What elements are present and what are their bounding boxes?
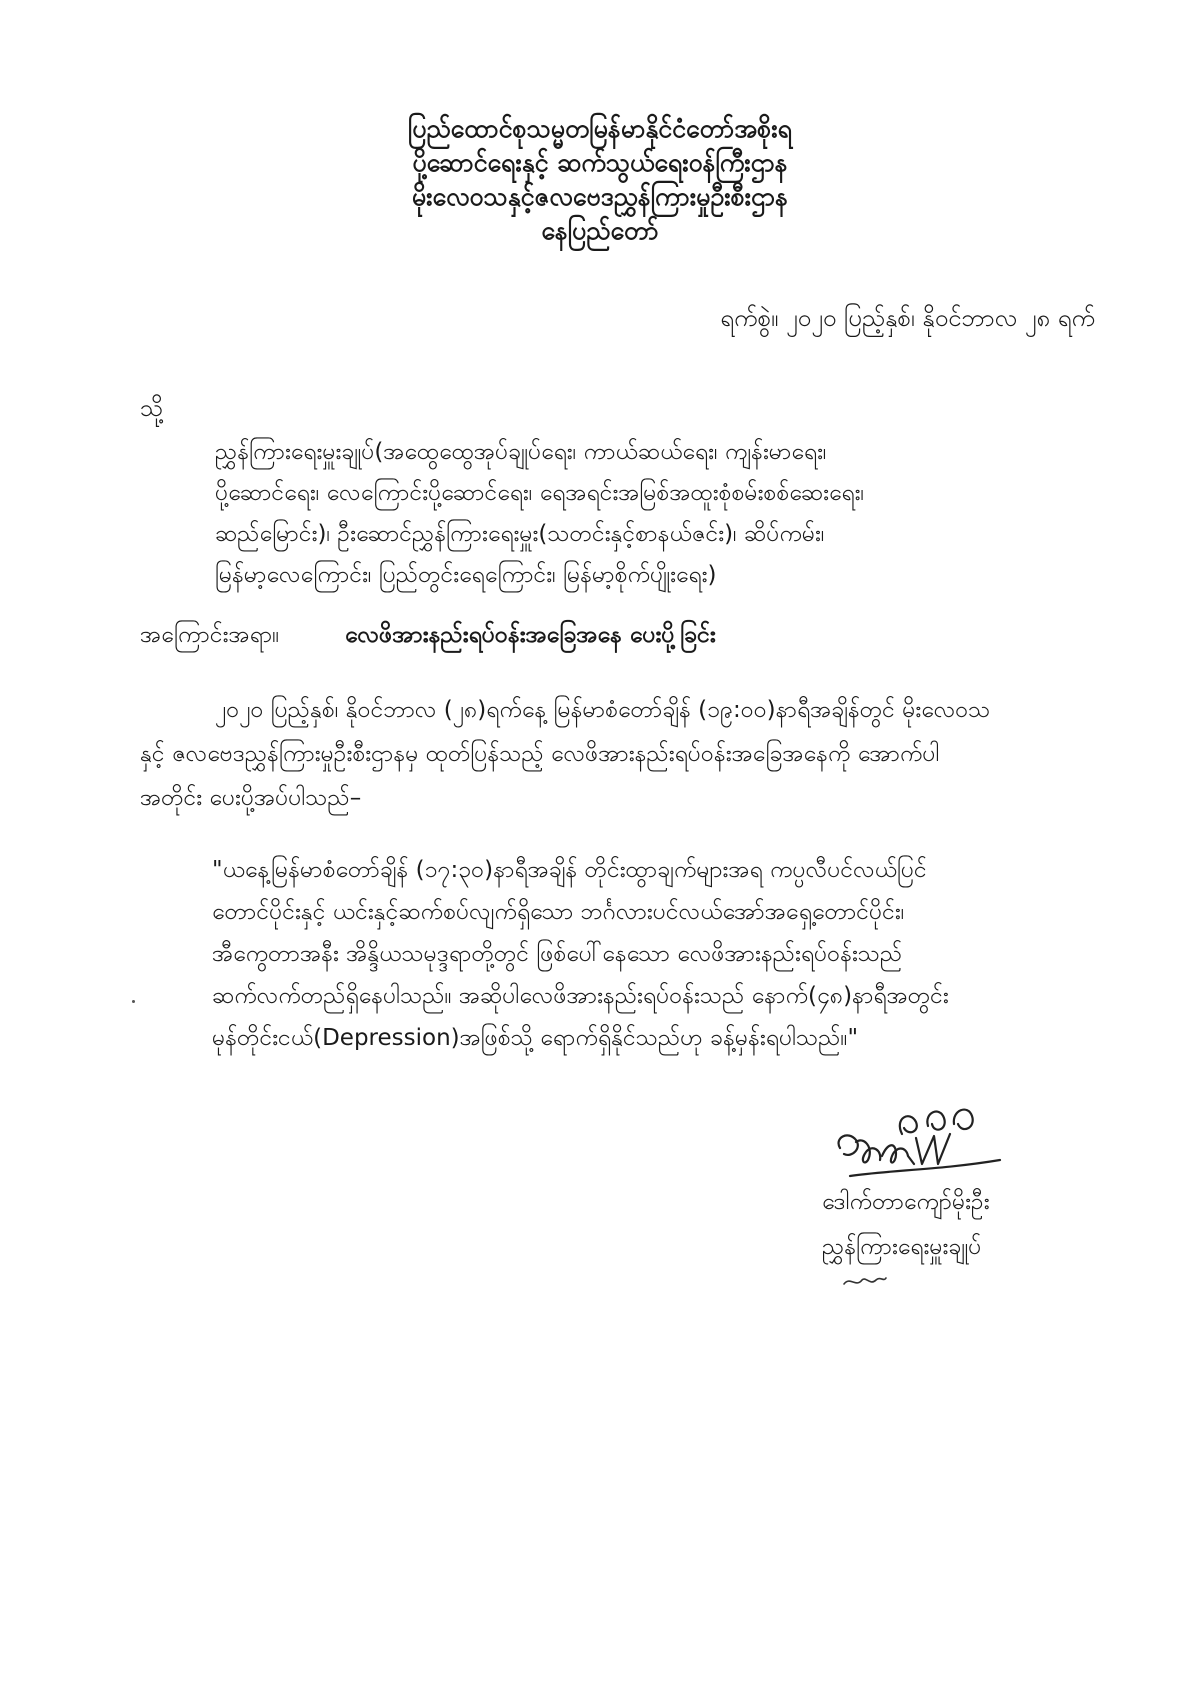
quote-line: ဆက်လက်တည်ရှိနေပါသည်။ အဆိုပါလေဖိအားနည်းရပ်ဝန်းသည် နောက်(၄၈)နာရီအတွင်း — [212, 983, 949, 1009]
signer-block — [822, 1180, 990, 1270]
body-line: အတိုင်း ပေးပို့အပ်ပါသည်– — [140, 785, 362, 811]
quote-line: တောင်ပိုင်းနှင့် ယင်းနှင့်ဆက်စပ်လျက်ရှိသော ဘင်္ဂလားပင်လယ်အော်အရှေ့တောင်ပိုင်း၊ — [212, 899, 905, 925]
recipient-line: ဆည်မြောင်း)၊ ဦးဆောင်ညွှန်ကြားရေးမှူး(သတင်းနှင့်စာနယ်ဇင်း)၊ ဆိပ်ကမ်း၊ — [215, 521, 825, 547]
subject-label: အကြောင်းအရာ။ — [140, 622, 280, 648]
quote-line: "ယနေ့မြန်မာစံတော်ချိန် (၁၇:၃၀)နာရီအချိန် တိုင်းထွာချက်များအရ ကပ္ပလီပင်လယ်ပြင် — [212, 857, 927, 883]
body-line: ၂၀၂၀ ပြည့်နှစ်၊ နိုဝင်ဘာလ (၂၈)ရက်နေ့ မြန်မာစံတော်ချိန် (၁၉:၀၀)နာရီအချိန်တွင် မိုးလေဝသ — [215, 697, 991, 723]
letterhead-ministry: ပို့ဆောင်ရေးနှင့် ဆက်သွယ်ရေးဝန်ကြီးဌာန — [412, 148, 788, 177]
letter-date: ရက်စွဲ။ ၂၀၂၀ ပြည့်နှစ်၊ နိုဝင်ဘာလ ၂၈ ရက် — [720, 304, 1095, 332]
forecast-quote — [212, 849, 1092, 1059]
recipient-line: ညွှန်ကြားရေးမှူးချုပ်(အထွေထွေအုပ်ချုပ်ရေး၊ ကာယ်ဆယ်ရေး၊ ကျန်းမာရေး၊ — [215, 439, 827, 465]
recipient-line: မြန်မာ့လေကြောင်း၊ ပြည်တွင်းရေကြောင်း၊ မြန်မာ့စိုက်ပျိုးရေး) — [215, 562, 717, 588]
letterhead-department: မိုးလေဝသနှင့်ဇလဗေဒညွှန်ကြားမှုဦးစီးဌာန — [411, 182, 789, 211]
subject-row — [140, 620, 716, 654]
quote-line: အီကွေတာအနီး အိန္ဒိယသမုဒ္ဒရာတို့တွင် ဖြစ်ပေါ်နေသော လေဖိအားနည်းရပ်ဝန်းသည် — [212, 941, 903, 967]
quote-line: မုန်တိုင်းငယ်(Depression)အဖြစ်သို့ ရောက်ရှိနိုင်သည်ဟု ခန့်မှန်းရပါသည်။" — [212, 1025, 859, 1051]
letterhead-city: နေပြည်တော် — [541, 216, 659, 245]
scan-dot — [132, 1000, 135, 1003]
signer-title: ညွှန်ကြားရေးမှူးချုပ် — [822, 1234, 982, 1260]
letterhead — [300, 112, 900, 248]
letterhead-government: ပြည်ထောင်စုသမ္မတမြန်မာနိုင်ငံတော်အစိုးရ — [408, 114, 792, 143]
handwritten-signature — [830, 1090, 1020, 1190]
subject-text: လေဖိအားနည်းရပ်ဝန်းအခြေအနေ ပေးပို့ခြင်း — [345, 622, 716, 648]
recipient-line: ပို့ဆောင်ရေး၊ လေကြောင်းပို့ဆောင်ရေး၊ ရေအရင်းအမြစ်အထူးစုံစမ်းစစ်ဆေးရေး၊ — [215, 480, 865, 506]
body-line: နှင့် ဇလဗေဒညွှန်ကြားမှုဦးစီးဌာနမှ ထုတ်ပြန်သည့် လေဖိအားနည်းရပ်ဝန်းအခြေအနေကို အောက်ပါ — [140, 741, 940, 767]
recipient-list — [215, 432, 1095, 596]
signer-name: ဒေါက်တာကျော်မိုးဦး — [822, 1189, 990, 1215]
handwritten-initial — [840, 1270, 890, 1292]
body-paragraph — [140, 688, 1090, 820]
to-label: သို့ — [140, 394, 164, 422]
